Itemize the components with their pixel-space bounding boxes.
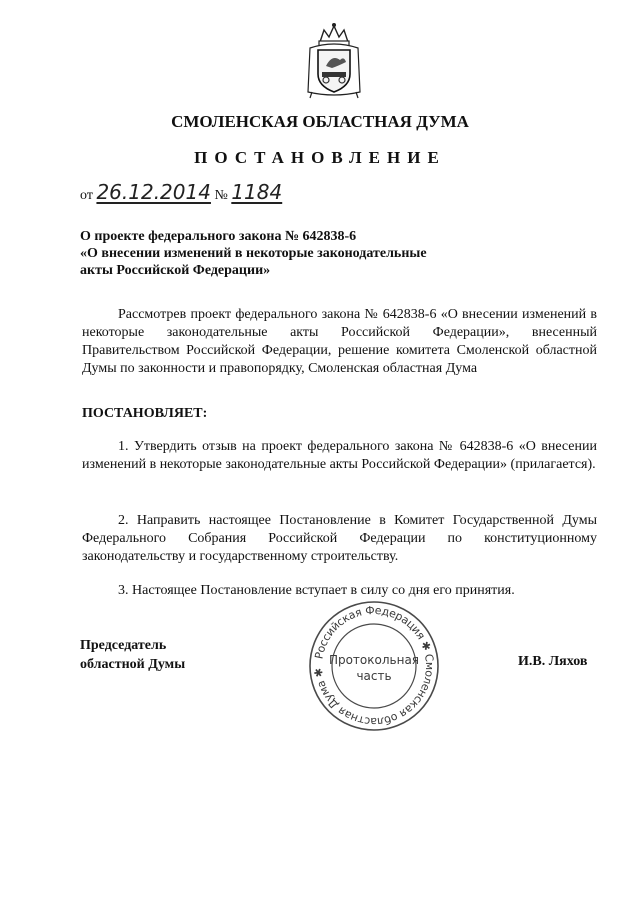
item-1-paragraph: 1. Утвердить отзыв на проект федерального закона № 642838-6 «О внесении изменений в некоторые законодательные акты Российской Федерации» (прилагается). [82, 439, 597, 472]
signer-name: И.В. Ляхов [518, 654, 588, 669]
date-number-line [80, 180, 282, 204]
stamp-ring-text: Российская Федерация ✱ Смоленская областная Дума ✱ [311, 603, 437, 729]
signer-title-line-1: Председатель [80, 638, 167, 653]
subject-line-3: акты Российской Федерации» [80, 263, 271, 278]
decides-heading: ПОСТАНОВЛЯЕТ: [82, 406, 208, 421]
handwritten-number: 1184 [231, 180, 283, 204]
stamp-center-line-2: часть [356, 669, 392, 683]
signer-title-line-2: областной Думы [80, 657, 186, 672]
item-2-paragraph: 2. Направить настоящее Постановление в Комитет Государственной Думы Федерального Собрания Российской Федерации по конституционному законодательству и государственному строительству. [82, 513, 597, 564]
official-stamp [306, 598, 442, 734]
number-prefix: № [214, 188, 228, 203]
handwritten-date: 26.12.2014 [96, 180, 211, 204]
stamp-center-line-1: Протокольная [328, 653, 420, 667]
subject-line-2: «О внесении изменений в некоторые законодательные [80, 246, 427, 261]
coat-of-arms-emblem [302, 22, 366, 100]
subject-line-1: О проекте федерального закона № 642838-6 [80, 229, 357, 244]
preamble-paragraph: Рассмотрев проект федерального закона № 642838-6 «О внесении изменений в некоторые законодательные акты Российской Федерации», внесенный Правительством Российской Федерации, решение комитета Смоленской областной Думы по законности и правопорядку, Смоленская областная Дума [82, 307, 597, 376]
organization-name: СМОЛЕНСКАЯ ОБЛАСТНАЯ ДУМА [171, 112, 469, 131]
document-type-title: ПОСТАНОВЛЕНИЕ [194, 148, 446, 167]
document-subject [80, 228, 500, 279]
item-3-paragraph: 3. Настоящее Постановление вступает в силу со дня его принятия. [118, 583, 515, 598]
date-prefix: от [80, 188, 93, 203]
signer-title [80, 636, 185, 674]
